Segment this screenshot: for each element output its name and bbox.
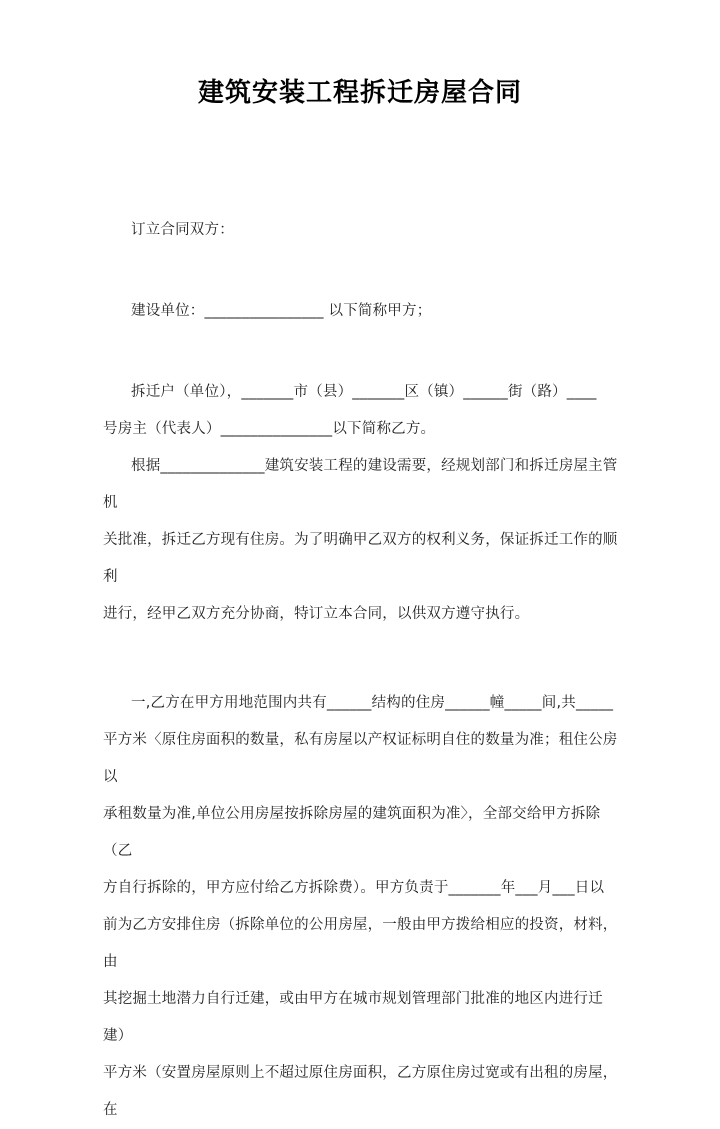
party-a-line: 建设单位：________________ 以下简称甲方； [131, 303, 432, 319]
clause-1-line-7: 平方米（安置房屋原则上不超过原住房面积，乙方原住房过宽或有出租的房屋，在 [103, 1065, 618, 1118]
page-title: 建筑安装工程拆迁房屋合同 [197, 78, 522, 108]
spacer [103, 633, 619, 685]
party-b-line-1: 拆迁户（单位），_______市（县）_______区（镇）______街（路）____ [131, 384, 597, 400]
preamble-line-2: 关批准，拆迁乙方现有住房。为了明确甲乙双方的权利义务，保证拆迁工作的顺利 [103, 532, 618, 585]
party-b-line-2: 号房主（代表人）_______________以下简称乙方。 [103, 421, 436, 437]
clause-1-line-1: 一,乙方在甲方用地范围内共有______结构的住房______幢_____间,共_____ [131, 695, 614, 711]
spacer [103, 249, 619, 293]
clause-1-line-3: 承租数量为准,单位公用房屋按拆除房屋的建筑面积为准〉，全部交给甲方拆除（乙 [103, 806, 601, 859]
spacer [103, 330, 619, 374]
document-body [103, 212, 619, 1129]
clause-1-line-6: 其挖掘土地潜力自行迁建，或由甲方在城市规划管理部门批准的地区内进行迁建） [103, 991, 603, 1044]
clause-1-line-2: 平方米〈原住房面积的数量，私有房屋以产权证标明自住的数量为准；租住公房以 [103, 732, 618, 785]
parties-heading: 订立合同双方： [131, 222, 234, 238]
clause-1-line-4: 方自行拆除的，甲方应付给乙方拆除费）。甲方负责于_______年___月___日以 [103, 880, 605, 896]
preamble-line-1: 根据______________建筑安装工程的建设需要，经规划部门和拆迁房屋主管机 [103, 458, 618, 511]
preamble-line-3: 进行，经甲乙双方充分协商，特订立本合同，以供双方遵守执行。 [103, 606, 530, 622]
clause-1-line-5: 前为乙方安排住房（拆除单位的公用房屋，一般由甲方拨给相应的投资，材料，由 [103, 917, 618, 970]
